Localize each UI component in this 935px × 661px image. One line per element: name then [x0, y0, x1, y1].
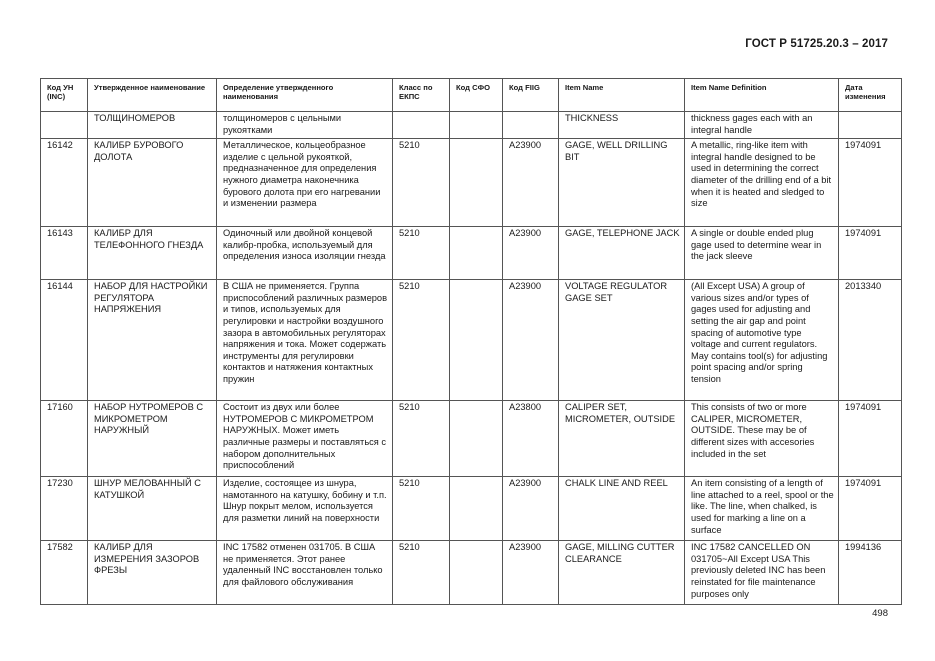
- cell-sfo-code: [450, 227, 503, 280]
- cell-fiig-code: [503, 112, 559, 139]
- table-row: [41, 227, 902, 280]
- cell-fiig-code: A23900: [503, 227, 559, 280]
- cell-item-name-definition: thickness gages each with an integral handle: [685, 112, 839, 139]
- cell-class: 5210: [393, 227, 450, 280]
- column-header-item-name-definition: Item Name Definition: [685, 79, 839, 112]
- cell-approved-name: НАБОР ДЛЯ НАСТРОЙКИ РЕГУЛЯТОРА НАПРЯЖЕНИЯ: [88, 280, 217, 401]
- cell-item-name: GAGE, MILLING CUTTER CLEARANCE: [559, 541, 685, 605]
- cell-definition: Одиночный или двойной концевой калибр-пробка, используемый для определения износа изоляции гнезда: [217, 227, 393, 280]
- cell-item-name: VOLTAGE REGULATOR GAGE SET: [559, 280, 685, 401]
- cell-sfo-code: [450, 139, 503, 227]
- cell-change-date: 1974091: [839, 139, 902, 227]
- cell-sfo-code: [450, 280, 503, 401]
- cell-item-name: GAGE, WELL DRILLING BIT: [559, 139, 685, 227]
- cell-item-name: CALIPER SET, MICROMETER, OUTSIDE: [559, 401, 685, 477]
- cell-change-date: 2013340: [839, 280, 902, 401]
- table-header-row: [41, 79, 902, 112]
- cell-class: 5210: [393, 280, 450, 401]
- column-header-sfo-code: Код СФО: [450, 79, 503, 112]
- cell-approved-name: КАЛИБР БУРОВОГО ДОЛОТА: [88, 139, 217, 227]
- cell-definition: толщиномеров с цельными рукоятками: [217, 112, 393, 139]
- cell-approved-name: ТОЛЩИНОМЕРОВ: [88, 112, 217, 139]
- column-header-class: Класс по ЕКПС: [393, 79, 450, 112]
- cell-item-name-definition: An item consisting of a length of line attached to a reel, spool or the like. The line, when chalked, is used for marking a line on a surface: [685, 477, 839, 541]
- table-row: [41, 541, 902, 605]
- cell-fiig-code: A23900: [503, 477, 559, 541]
- column-header-fiig-code: Код FIIG: [503, 79, 559, 112]
- cell-definition: Металлическое, кольцеобразное изделие с цельной рукояткой, предназначенное для определения нужного диаметра наконечника бурового долота при его нагревании и изменении размера: [217, 139, 393, 227]
- cell-inc: 16142: [41, 139, 88, 227]
- cell-class: 5210: [393, 541, 450, 605]
- cell-item-name-definition: INC 17582 CANCELLED ON 031705~All Except USA This previously deleted INC has been reinstated for file maintenance purposes only: [685, 541, 839, 605]
- cell-change-date: 1994136: [839, 541, 902, 605]
- cell-item-name: CHALK LINE AND REEL: [559, 477, 685, 541]
- cell-inc: 17582: [41, 541, 88, 605]
- cell-change-date: [839, 112, 902, 139]
- cell-inc: 16144: [41, 280, 88, 401]
- cell-item-name: THICKNESS: [559, 112, 685, 139]
- table-row: [41, 477, 902, 541]
- cell-approved-name: ШНУР МЕЛОВАННЫЙ С КАТУШКОЙ: [88, 477, 217, 541]
- cell-class: 5210: [393, 401, 450, 477]
- cell-definition: INC 17582 отменен 031705. В США не применяется. Этот ранее удаленный INC восстановлен только для файлового обслуживания: [217, 541, 393, 605]
- column-header-item-name: Item Name: [559, 79, 685, 112]
- page-number: 498: [872, 608, 888, 619]
- table-row: [41, 139, 902, 227]
- cell-inc: 16143: [41, 227, 88, 280]
- cell-fiig-code: A23900: [503, 541, 559, 605]
- document-code: ГОСТ Р 51725.20.3 – 2017: [745, 38, 888, 50]
- cell-class: 5210: [393, 139, 450, 227]
- column-header-approved-name: Утвержденное наименование: [88, 79, 217, 112]
- column-header-definition: Определение утвержденного наименования: [217, 79, 393, 112]
- cell-approved-name: НАБОР НУТРОМЕРОВ С МИКРОМЕТРОМ НАРУЖНЫЙ: [88, 401, 217, 477]
- cell-item-name-definition: A metallic, ring-like item with integral handle designed to be used in determining the correct diameter of the drilling end of a bit when it is heated and sledged to size: [685, 139, 839, 227]
- cell-fiig-code: A23900: [503, 280, 559, 401]
- cell-fiig-code: A23900: [503, 139, 559, 227]
- cell-approved-name: КАЛИБР ДЛЯ ИЗМЕРЕНИЯ ЗАЗОРОВ ФРЕЗЫ: [88, 541, 217, 605]
- table-row: [41, 112, 902, 139]
- cell-class: 5210: [393, 477, 450, 541]
- cell-definition: Состоит из двух или более НУТРОМЕРОВ С МИКРОМЕТРОМ НАРУЖНЫХ. Может иметь различные размеры и поставляться с набором дополнительных приспособлений: [217, 401, 393, 477]
- cell-item-name-definition: This consists of two or more CALIPER, MICROMETER, OUTSIDE. These may be of different sizes with accesories included in the set: [685, 401, 839, 477]
- cell-fiig-code: A23800: [503, 401, 559, 477]
- cell-change-date: 1974091: [839, 477, 902, 541]
- nomenclature-table: [40, 78, 902, 605]
- column-header-change-date: Дата изменения: [839, 79, 902, 112]
- cell-definition: Изделие, состоящее из шнура, намотанного на катушку, бобину и т.п. Шнур покрыт мелом, используется для разметки линий на поверхности: [217, 477, 393, 541]
- cell-change-date: 1974091: [839, 227, 902, 280]
- table-row: [41, 280, 902, 401]
- cell-approved-name: КАЛИБР ДЛЯ ТЕЛЕФОННОГО ГНЕЗДА: [88, 227, 217, 280]
- cell-change-date: 1974091: [839, 401, 902, 477]
- column-header-inc: Код УН (INC): [41, 79, 88, 112]
- cell-sfo-code: [450, 541, 503, 605]
- cell-inc: [41, 112, 88, 139]
- table-row: [41, 401, 902, 477]
- cell-inc: 17230: [41, 477, 88, 541]
- cell-sfo-code: [450, 112, 503, 139]
- cell-class: [393, 112, 450, 139]
- cell-definition: В США не применяется. Группа приспособлений различных размеров и типов, используемых для регулировки и настройки воздушного зазора в автомобильных регуляторах напряжения и тока. Может содержать инструменты для регулировки контактов и натяжения контактных пружин: [217, 280, 393, 401]
- cell-inc: 17160: [41, 401, 88, 477]
- cell-sfo-code: [450, 477, 503, 541]
- cell-item-name: GAGE, TELEPHONE JACK: [559, 227, 685, 280]
- cell-item-name-definition: A single or double ended plug gage used to determine wear in the jack sleeve: [685, 227, 839, 280]
- cell-sfo-code: [450, 401, 503, 477]
- cell-item-name-definition: (All Except USA) A group of various sizes and/or types of gages used for adjusting and setting the air gap and point spacing of automotive type voltage and current regulators. May contains tool(s) for adjusting point spacing and/or spring tension: [685, 280, 839, 401]
